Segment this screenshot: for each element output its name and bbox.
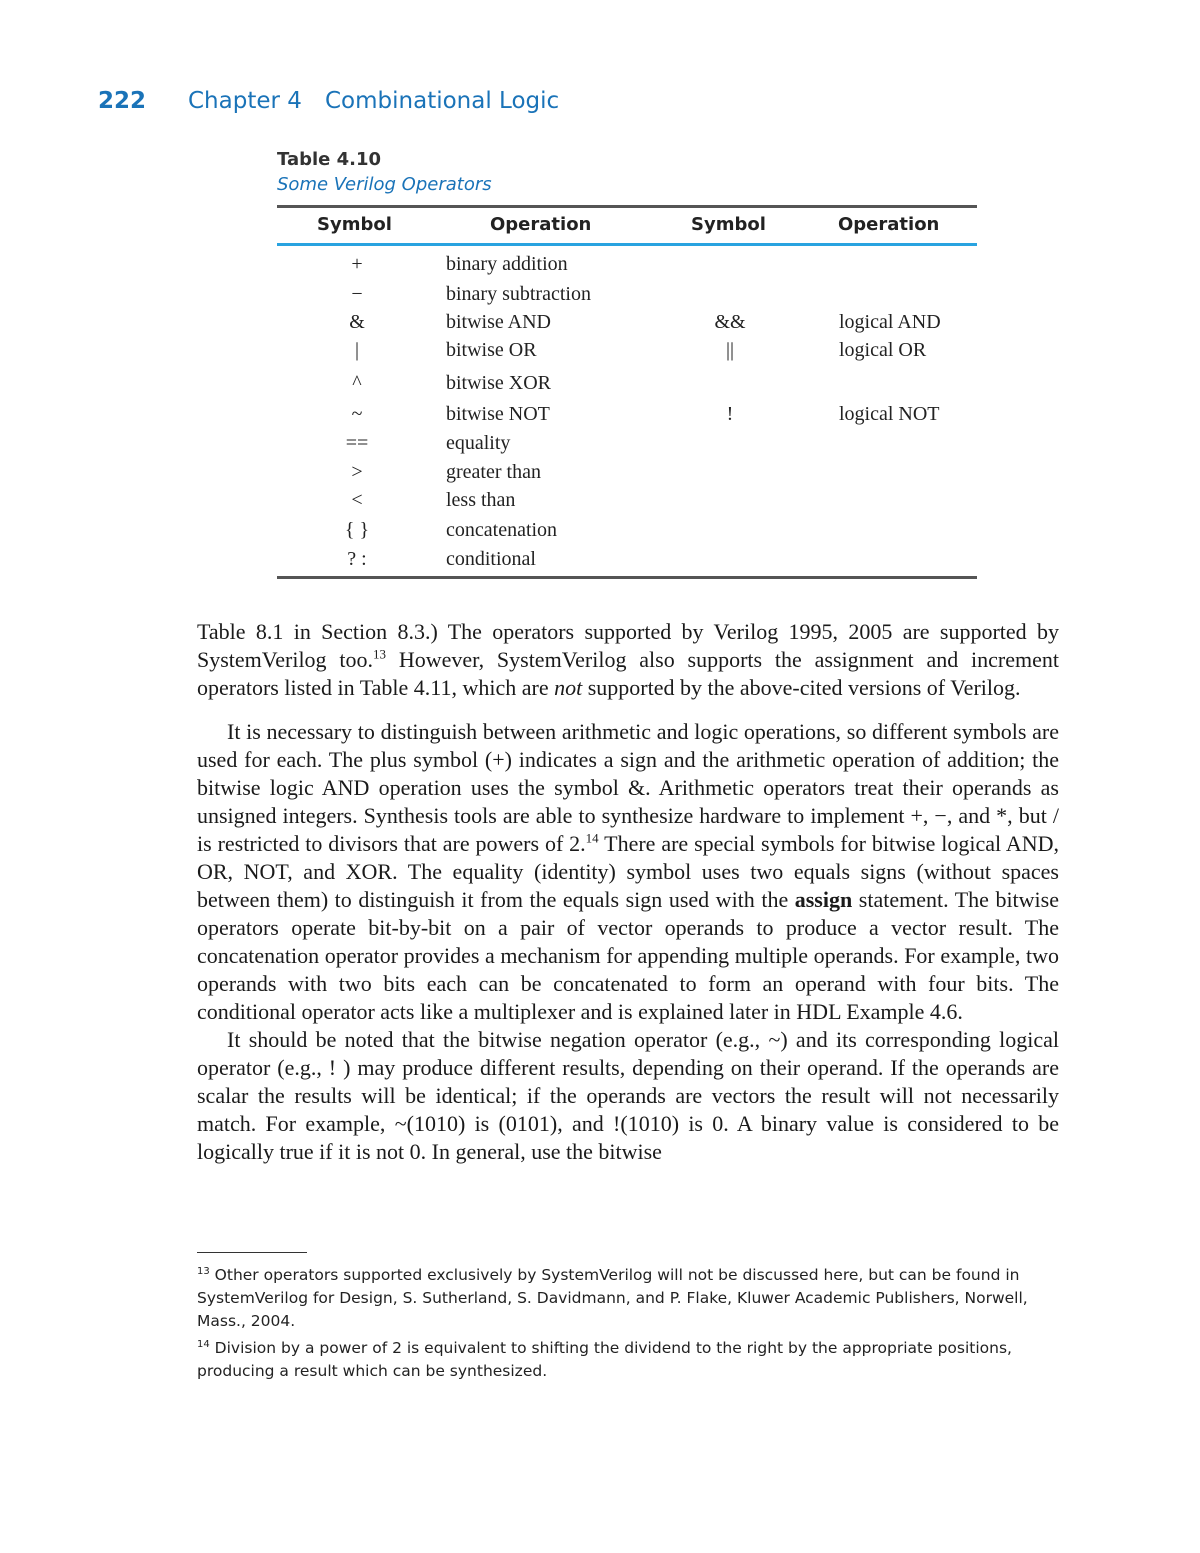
- table-header-rule: [277, 243, 977, 246]
- symbol-cell: −: [351, 283, 363, 305]
- symbol-cell: { }: [344, 519, 370, 541]
- symbol-cell: !: [726, 403, 734, 425]
- footnote-ref-13[interactable]: 13: [373, 646, 386, 662]
- table-row: [277, 403, 977, 431]
- table-row: [277, 311, 977, 339]
- symbol-cell: ||: [725, 339, 734, 361]
- footnote-number: 13: [197, 1265, 210, 1277]
- symbol-cell: ~: [351, 403, 363, 425]
- table-row: [277, 461, 977, 489]
- running-head: [98, 88, 559, 114]
- operation-cell: bitwise AND: [446, 311, 551, 333]
- text-run: However, SystemVerilog also supports the assignment and increment operators listed in Table 4.11, which are: [197, 647, 1059, 700]
- table-top-rule: [277, 205, 977, 208]
- symbol-cell: &&: [714, 311, 746, 333]
- operation-cell: logical AND: [839, 311, 941, 333]
- table-caption: [277, 147, 492, 197]
- footnote-14: [197, 1337, 1057, 1383]
- table-row: [277, 253, 977, 281]
- footnote-13: [197, 1264, 1057, 1333]
- symbol-cell: +: [351, 253, 363, 275]
- table-title: Some Verilog Operators: [277, 174, 492, 195]
- footnote-ref-14[interactable]: 14: [585, 830, 599, 846]
- text-run: There are special symbols for bitwise logical AND, OR, NOT, and XOR. The equality (identity) symbol uses two equals signs (without spaces between them) to distinguish it from the equals sign used with the: [197, 831, 1059, 912]
- symbol-cell: ? :: [347, 548, 367, 570]
- operation-cell: logical OR: [839, 339, 927, 361]
- page-number: 222: [98, 88, 147, 114]
- chapter-number: Chapter 4: [188, 88, 302, 114]
- operation-cell: equality: [446, 432, 511, 454]
- symbol-cell: |: [354, 339, 359, 361]
- chapter-title: Combinational Logic: [325, 88, 560, 114]
- footnote-text: Division by a power of 2 is equivalent to shifting the dividend to the right by the appropriate positions, producing a result which can be synthesized.: [197, 1339, 1012, 1380]
- operation-cell: logical NOT: [839, 403, 940, 425]
- table-row: [277, 489, 977, 517]
- text-run: Table 8.1 in Section 8.3.) The operators supported by Verilog 1995, 2005 are supported by SystemVerilog too.: [197, 619, 1059, 672]
- operation-cell: binary addition: [446, 253, 568, 275]
- keyword-assign: assign: [794, 887, 853, 912]
- symbol-cell: >: [351, 461, 363, 483]
- table-header-symbol-1: Symbol: [317, 214, 392, 235]
- footnote-rule: [197, 1252, 307, 1253]
- table-row: [277, 339, 977, 367]
- operation-cell: less than: [446, 489, 516, 511]
- footnote-number: 14: [197, 1338, 210, 1350]
- table-row: [277, 372, 977, 400]
- footnote-text: Other operators supported exclusively by SystemVerilog will not be discussed here, but can be found in SystemVerilog for Design, S. Sutherland, S. Davidmann, and P. Flake, Kluwer Academic Publishers, Norwell, Mass., 2004.: [197, 1266, 1028, 1330]
- operation-cell: bitwise OR: [446, 339, 537, 361]
- table-row: [277, 519, 977, 547]
- table-row: [277, 283, 977, 311]
- symbol-cell: ==: [345, 432, 369, 454]
- paragraph-3: It should be noted that the bitwise negation operator (e.g., ~) and its corresponding logical operator (e.g., ! ) may produce different results, depending on their operand. If the operands are scalar the results will be identical; if the operands are vectors the result will not necessarily match. For example, ~(1010) is (0101), and !(1010) is 0. A binary value is considered to be logically true if it is not 0. In general, use the bitwise: [197, 1027, 1059, 1164]
- text-run: supported by the above-cited versions of Verilog.: [582, 675, 1021, 700]
- text-run: It is necessary to distinguish between arithmetic and logic operations, so different symbols are used for each. The plus symbol (+) indicates a sign and the arithmetic operation of addition; the bitwise logic AND operation uses the symbol &. Arithmetic operators treat their operands as unsigned integers. Synthesis tools are able to synthesize hardware to implement +, −, and *, but / is restricted to divisors that are powers of 2.: [197, 719, 1059, 856]
- table-bottom-rule: [277, 576, 977, 579]
- table-row: [277, 432, 977, 460]
- paragraph-1: [197, 618, 1059, 702]
- footnotes: [197, 1264, 1057, 1387]
- table-row: [277, 548, 977, 576]
- operation-cell: conditional: [446, 548, 536, 570]
- paragraph-2: [197, 718, 1059, 1026]
- symbol-cell: &: [349, 311, 365, 333]
- table-header-symbol-2: Symbol: [691, 214, 766, 235]
- body-text: [197, 618, 1059, 1166]
- text-run: statement. The bitwise operators operate bit-by-bit on a pair of vector operands to produce a vector result. The concatenation operator provides a mechanism for appending multiple operands. For example, two operands with two bits each can be concatenated to form an operand with four bits. The conditional operator acts like a multiplexer and is explained later in HDL Example 4.6.: [197, 887, 1059, 1024]
- operation-cell: greater than: [446, 461, 541, 483]
- operation-cell: binary subtraction: [446, 283, 591, 305]
- operation-cell: bitwise NOT: [446, 403, 550, 425]
- operation-cell: bitwise XOR: [446, 372, 551, 394]
- table-label: Table 4.10: [277, 149, 382, 170]
- emphasis: not: [554, 675, 583, 700]
- symbol-cell: ^: [352, 372, 362, 394]
- table-header-operation-1: Operation: [490, 214, 592, 235]
- operation-cell: concatenation: [446, 519, 558, 541]
- symbol-cell: <: [351, 489, 363, 511]
- table-header-operation-2: Operation: [838, 214, 940, 235]
